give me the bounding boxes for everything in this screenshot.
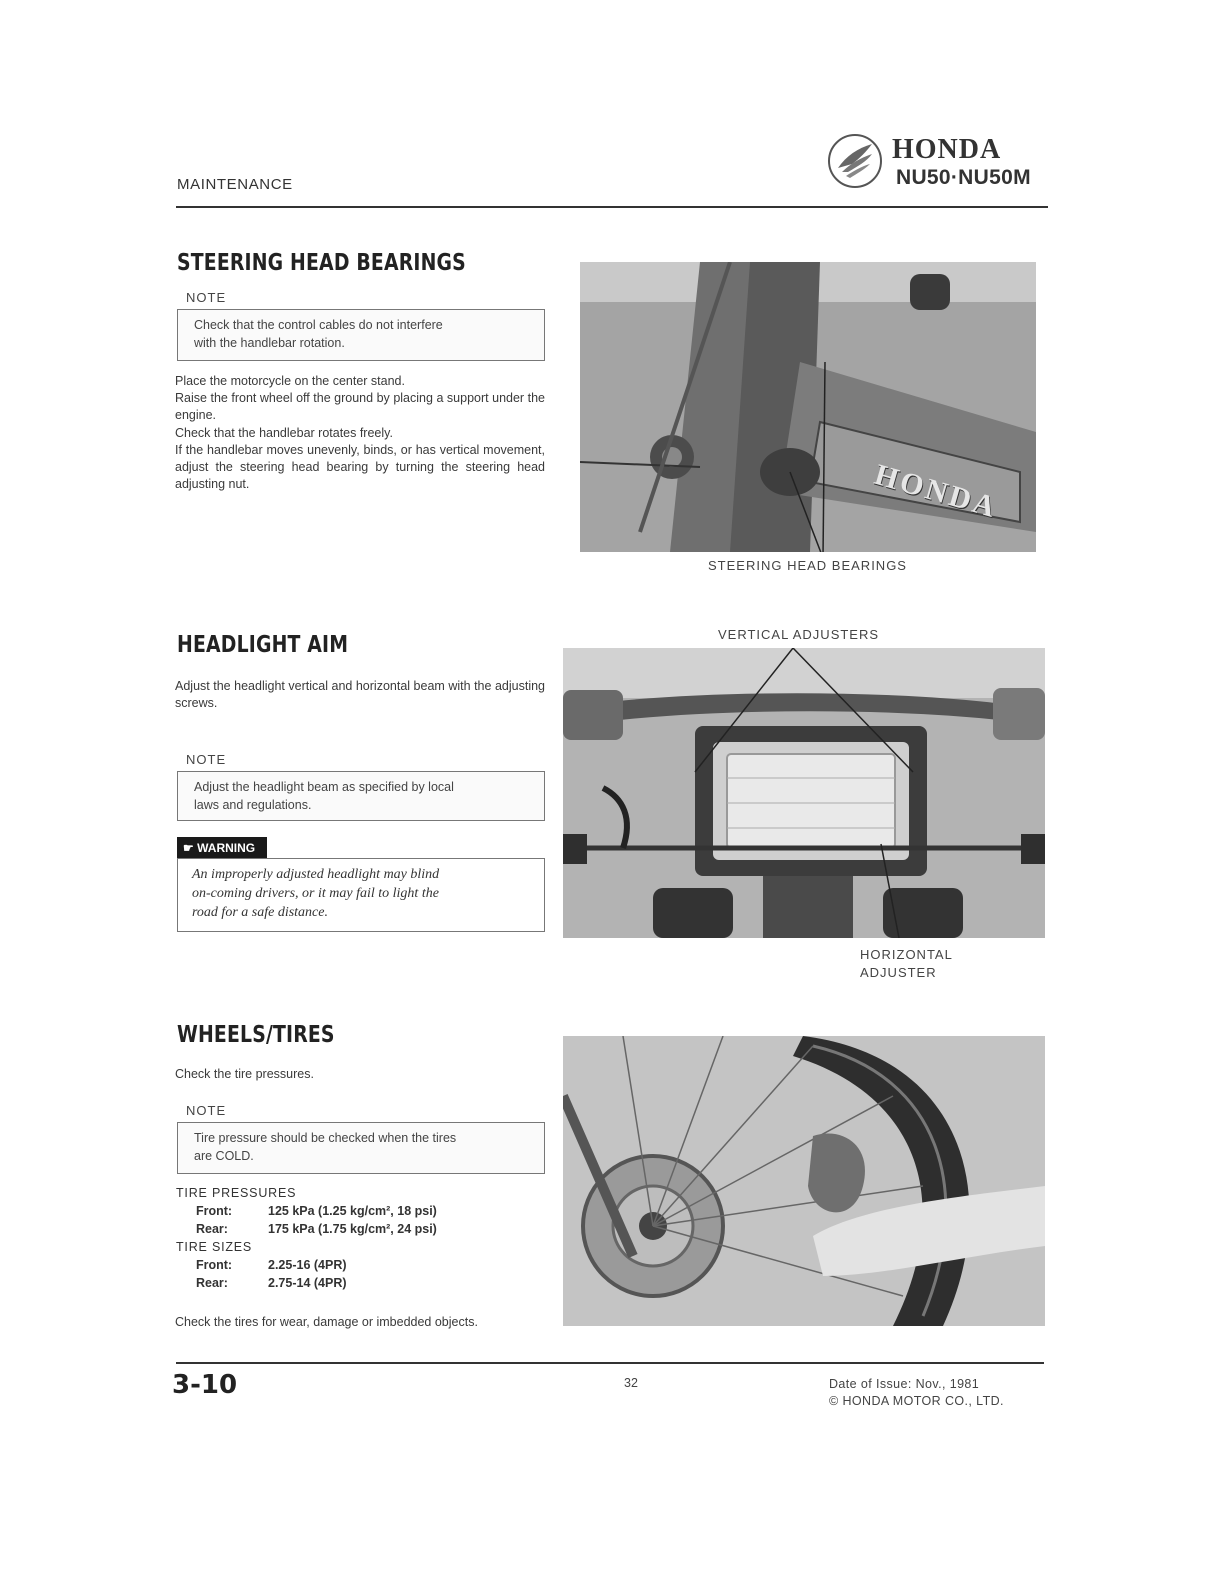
hand-warning-icon: ☛ [183, 841, 194, 855]
rear-size-label: Rear: [196, 1276, 228, 1290]
headlight-photo [563, 648, 1045, 938]
wheels-note-line-2: are COLD. [194, 1149, 254, 1163]
wheels-section-title [177, 1022, 369, 1048]
warning-badge [177, 837, 267, 859]
headlight-note-line-1: Adjust the headlight beam as specified by local [194, 780, 454, 794]
brand-logo [826, 132, 1051, 194]
wheels-title: WHEELS/TIRES [177, 1022, 335, 1048]
tank-brand-text: HONDA [870, 458, 1002, 525]
headlight-caption-bottom [860, 946, 953, 982]
rear-size-row [176, 1274, 437, 1292]
header-rule [176, 206, 1048, 208]
front-pressure-row [176, 1202, 437, 1220]
front-pressure-label: Front: [196, 1204, 233, 1218]
wheels-note-label: NOTE [186, 1103, 227, 1118]
footer-rule [176, 1362, 1044, 1364]
brand-name: HONDA [892, 134, 1002, 165]
issue-info [829, 1376, 1004, 1410]
steering-note-line-1: Check that the control cables do not interfere [194, 318, 443, 332]
headlight-caption-top: VERTICAL ADJUSTERS [718, 627, 880, 642]
tire-sizes-label: TIRE SIZES [176, 1240, 253, 1254]
steering-note-line-2: with the handlebar rotation. [194, 336, 345, 350]
wheels-note-line-1: Tire pressure should be checked when the tires [194, 1131, 457, 1145]
steering-section-title [177, 250, 529, 276]
warning-line-1: An improperly adjusted headlight may blind [192, 867, 440, 882]
wheels-note-box [177, 1122, 545, 1174]
wheels-closing: Check the tires for wear, damage or imbedded objects. [175, 1315, 478, 1329]
rear-pressure-row [176, 1220, 437, 1238]
rear-pressure-value: 175 kPa (1.75 kg/cm², 24 psi) [268, 1222, 437, 1236]
steering-instructions [175, 373, 545, 493]
headlight-note-line-2: laws and regulations. [194, 798, 312, 812]
steering-step-2: Raise the front wheel off the ground by placing a support under the engine. [175, 391, 545, 423]
wheels-intro: Check the tire pressures. [175, 1067, 314, 1081]
headlight-note-box [177, 771, 545, 821]
rear-pressure-label: Rear: [196, 1222, 228, 1236]
steering-caption: STEERING HEAD BEARINGS [708, 558, 907, 573]
issue-date: Date of Issue: Nov., 1981 [829, 1377, 980, 1391]
steering-note-box [177, 309, 545, 361]
steering-note-label: NOTE [186, 290, 227, 305]
adjuster-label: ADJUSTER [860, 965, 937, 980]
tire-specs [176, 1184, 437, 1292]
steering-title: STEERING HEAD BEARINGS [177, 250, 466, 276]
warning-box [177, 858, 545, 932]
warning-line-2: on-coming drivers, or it may fail to light the [192, 886, 439, 901]
steering-photo [580, 262, 1036, 552]
horizontal-label: HORIZONTAL [860, 947, 953, 962]
copyright: © HONDA MOTOR CO., LTD. [829, 1394, 1004, 1408]
front-size-label: Front: [196, 1258, 233, 1272]
front-pressure-value: 125 kPa (1.25 kg/cm², 18 psi) [268, 1204, 437, 1218]
headlight-section-title [177, 632, 386, 658]
warning-line-3: road for a safe distance. [192, 905, 328, 920]
headlight-intro: Adjust the headlight vertical and horizontal beam with the adjusting screws. [175, 679, 545, 711]
steering-step-1: Place the motorcycle on the center stand. [175, 374, 405, 388]
wheel-photo [563, 1036, 1045, 1326]
steering-step-3: Check that the handlebar rotates freely. [175, 425, 393, 440]
model-name: NU50·NU50M [896, 166, 1031, 189]
section-label: MAINTENANCE [177, 176, 293, 193]
tire-pressures-label: TIRE PRESSURES [176, 1186, 297, 1200]
rear-size-value: 2.75-14 (4PR) [268, 1276, 347, 1290]
headlight-note-label: NOTE [186, 752, 227, 767]
front-size-value: 2.25-16 (4PR) [268, 1258, 347, 1272]
front-size-row [176, 1256, 437, 1274]
warning-label: WARNING [197, 841, 256, 855]
steering-step-4: If the handlebar moves unevenly, binds, or has vertical movement, adjust the steering head bearing by turning the steering head adjusting nut. [175, 442, 545, 492]
page-number: 32 [624, 1376, 638, 1390]
page-code: 3-10 [172, 1370, 238, 1400]
honda-wing-icon [826, 132, 884, 190]
headlight-title: HEADLIGHT AIM [177, 632, 349, 658]
